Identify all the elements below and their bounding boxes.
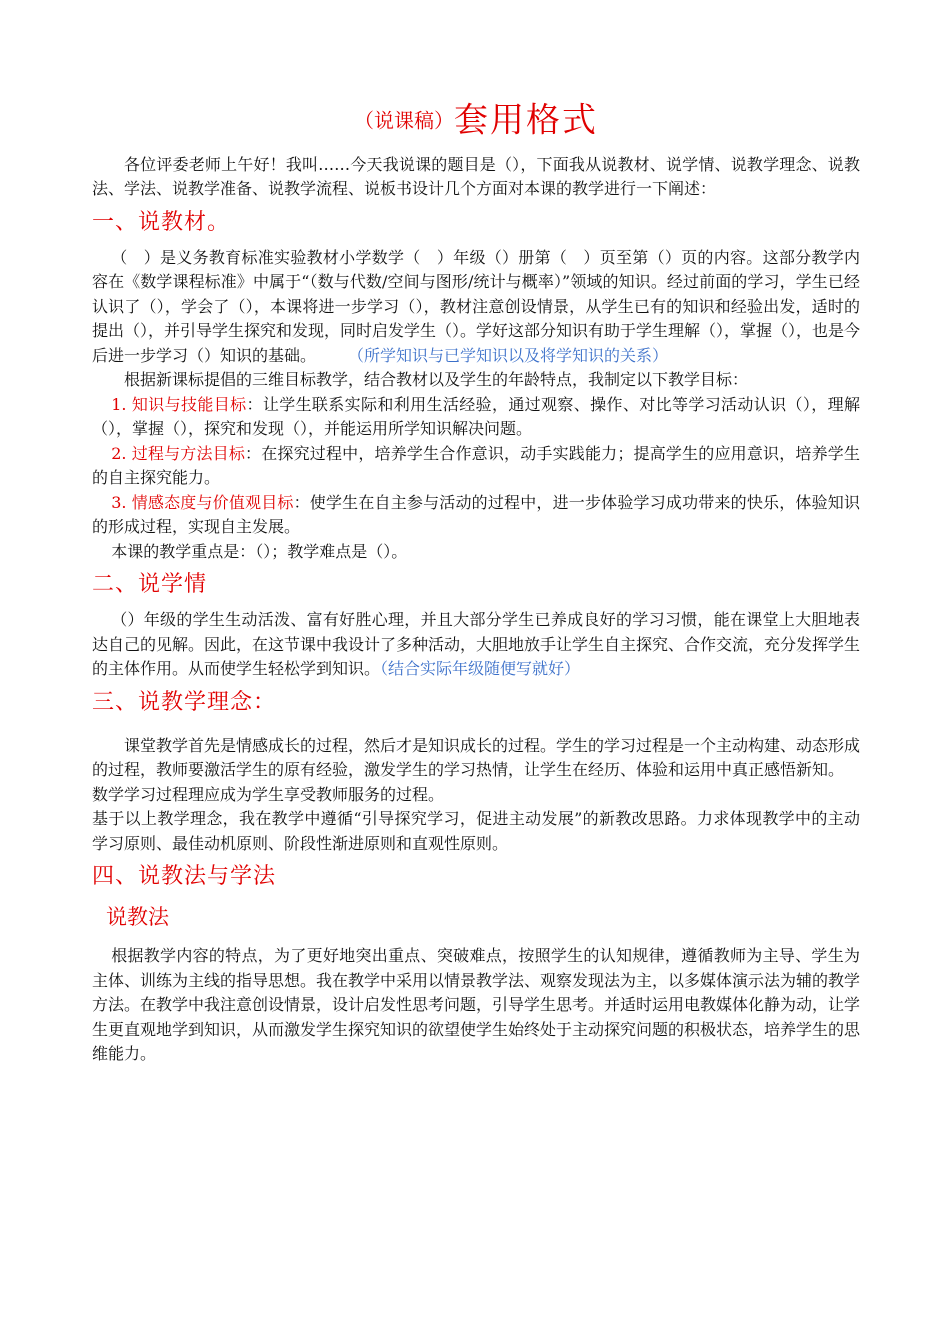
section-heading-learner: 二、说学情 (92, 572, 208, 597)
philosophy-paragraph-1: 课堂教学首先是情感成长的过程，然后才是知识成长的过程。学生的学习过程是一个主动构建、动态形成的过程，教师要激活学生的原有经验，激发学生的学习热情，让学生在经历、体验和运用中真正感悟新知。 (92, 735, 861, 779)
philosophy-paragraph-2: 数学学习过程理应成为学生享受教师服务的过程。 (92, 784, 445, 804)
material-paragraph (92, 246, 860, 369)
section-heading-philosophy: 三、说教学理念： (92, 689, 277, 715)
goal-emotion-text: ：使学生在自主参与活动的过程中，进一步体验学习成功带来的快乐，体验知识的形成过程，实现自主发展。 (92, 492, 860, 536)
intro-paragraph: 各位评委老师上午好！我叫……今天我说课的题目是（），下面我从说教材、说学情、说教学理念、说教法、学法、说教学准备、说教学流程、说板书设计几个方面对本课的教学进行一下阐述： (92, 154, 860, 198)
key-points: 本课的教学重点是：（）；教学难点是（）。 (111, 541, 408, 561)
goal-knowledge-label: 1. 知识与技能目标 (111, 394, 247, 414)
goal-knowledge-text: ：让学生联系实际和利用生活经验，通过观察、操作、对比等学习活动认识（），理解（），掌握（），探究和发现（），并能运用所学知识解决问题。 (92, 394, 860, 438)
document-page (92, 96, 860, 1067)
document-title (92, 96, 860, 145)
goal-emotion-label: 3. 情感态度与价值观目标 (111, 492, 294, 512)
learner-paragraph (92, 608, 860, 682)
goal-emotion (92, 491, 860, 540)
material-text: （ ）是义务教育标准实验教材小学数学（ ）年级（）册第（ ）页至第（）页的内容。这部分教学内容在《数学课程标准》中属于“（数与代数/空间与图形/统计与概率）”领域的知识。经过前面的学习，学生已经认识了（），学会了（），本课将进一步学习（），教材注意创设情景，从学生已有的知识和经验出发，适时的提出（），并引导学生探究和发现，同时启发学生（）。学好这部分知识有助于学生理解（），掌握（），也是今后进一步学习（）知识的基础。 (92, 247, 861, 365)
philosophy-paragraph-3: 基于以上教学理念，我在教学中遵循“引导探究学习，促进主动发展”的新教改思路。力求体现教学中的主动学习原则、最佳动机原则、阶段性渐进原则和直观性原则。 (92, 809, 860, 853)
subheading-teaching-method: 说教法 (106, 905, 169, 929)
goal-knowledge (92, 393, 860, 442)
section-heading-methods: 四、说教法与学法 (92, 864, 277, 889)
section-heading-teaching-material: 一、说教材。 (92, 209, 231, 235)
title-prefix: （说课稿） (354, 108, 454, 133)
goal-process-label: 2. 过程与方法目标 (111, 443, 246, 463)
goal-process (92, 442, 860, 491)
learner-text: （）年级的学生生动活泼、富有好胜心理，并且大部分学生已养成良好的学习习惯，能在课堂上大胆地表达自己的见解。因此，在这节课中我设计了多种活动，大胆地放手让学生自主探究、合作交流，充分发挥学生的主体作用。从而使学生轻松学到知识。 (92, 610, 861, 678)
material-note: （所学知识与已学知识以及将学知识的关系） (356, 345, 669, 365)
goal-process-text: ：在探究过程中，培养学生合作意识，动手实践能力；提高学生的应用意识，培养学生的自主探究能力。 (92, 443, 860, 487)
goals-intro: 根据新课标提倡的三维目标教学，结合教材以及学生的年龄特点，我制定以下教学目标： (124, 370, 749, 389)
learner-note: （结合实际年级随便写就好） (380, 659, 581, 678)
title-main: 套用格式 (454, 100, 598, 141)
teaching-method-paragraph: 根据教学内容的特点，为了更好地突出重点、突破难点，按照学生的认知规律，遵循教师为主导、学生为主体、训练为主线的指导思想。我在教学中采用以情景教学法、观察发现法为主，以多媒体演示法为辅的教学方法。在教学中我注意创设情景，设计启发性思考问题，引导学生思考。并适时运用电教媒体化静为动，让学生更直观地学到知识，从而激发学生探究知识的欲望使学生始终处于主动探究问题的积极状态，培养学生的思维能力。 (92, 946, 861, 1063)
